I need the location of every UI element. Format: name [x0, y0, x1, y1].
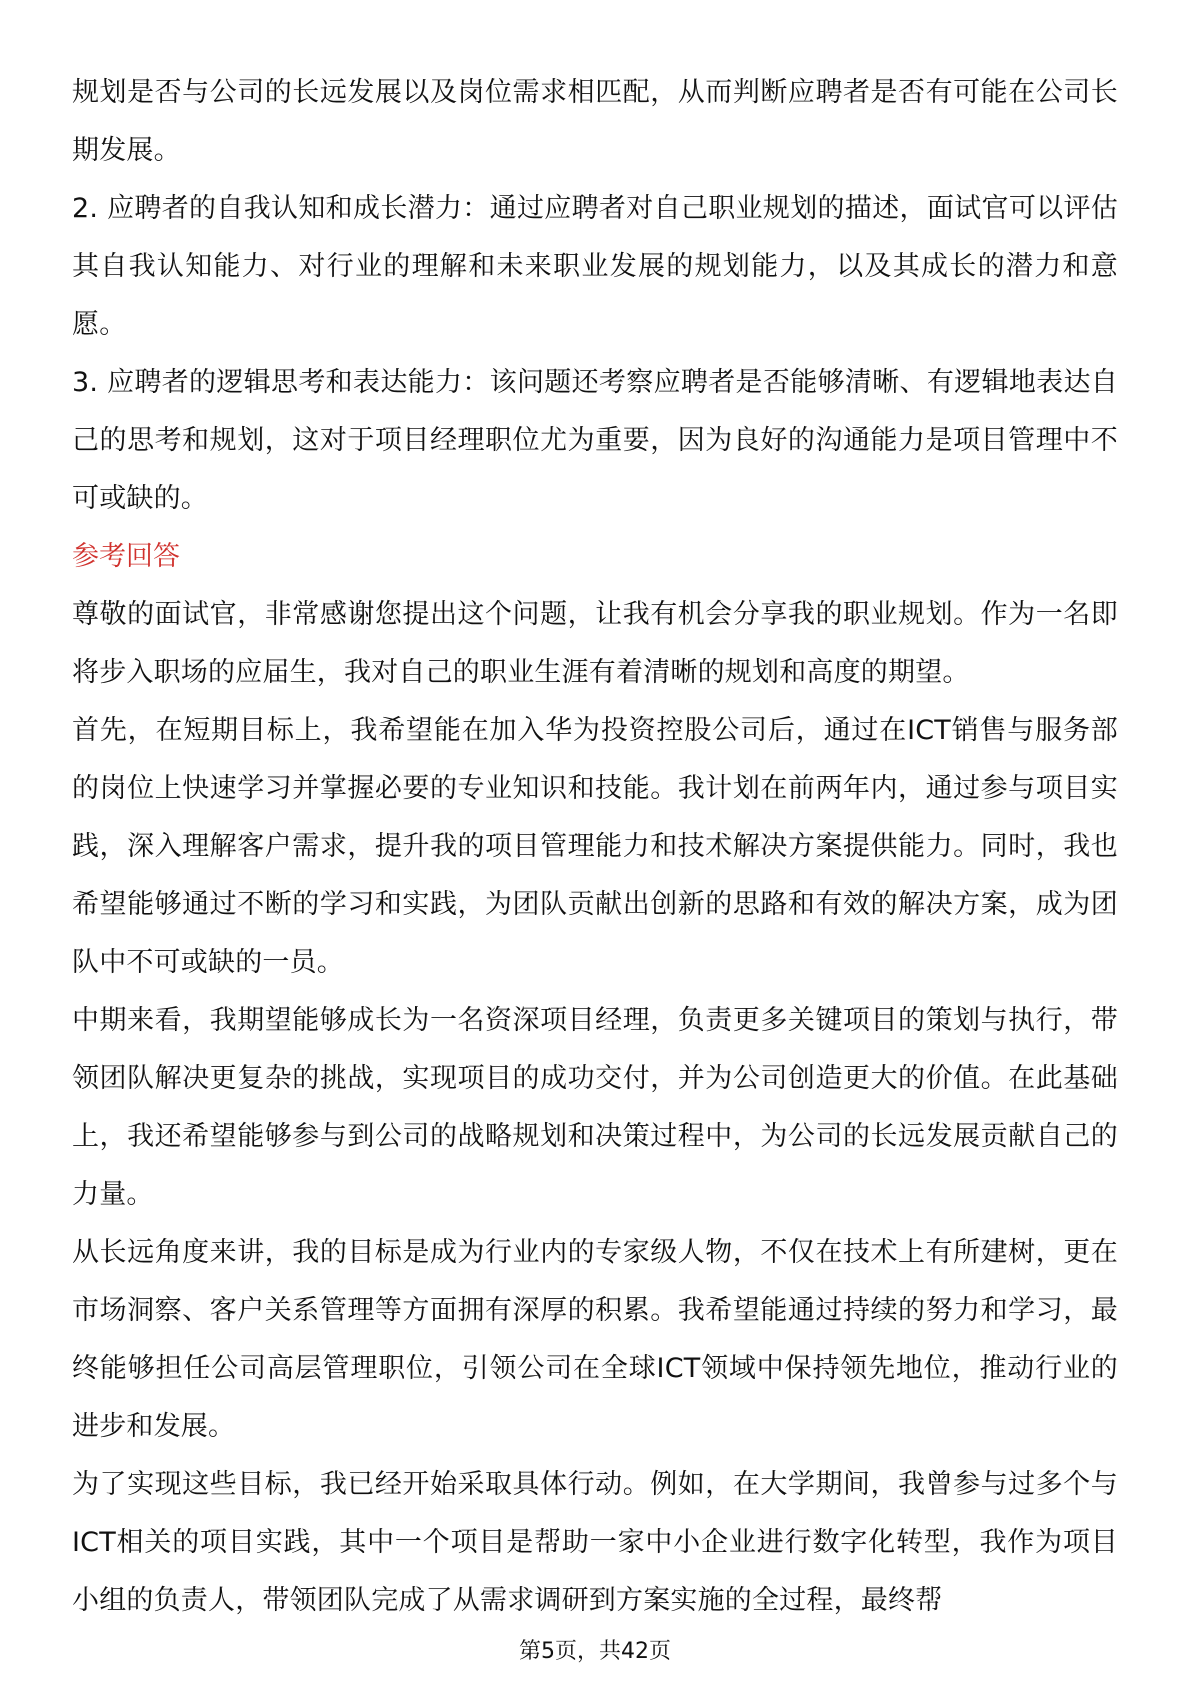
answer-paragraph-4: 从长远角度来讲，我的目标是成为行业内的专家级人物，不仅在技术上有所建树，更在市场洞察、客户关系管理等方面拥有深厚的积累。我希望能通过持续的努力和学习，最终能够担任公司高层管理职位，引领公司在全球ICT领域中保持领先地位，推动行业的进步和发展。 — [72, 1237, 1118, 1442]
answer-paragraph-5: 为了实现这些目标，我已经开始采取具体行动。例如，在大学期间，我曾参与过多个与ICT相关的项目实践，其中一个项目是帮助一家中小企业进行数字化转型，我作为项目小组的负责人，带领团队完成了从需求调研到方案实施的全过程，最终帮 — [72, 1469, 1118, 1616]
answer-heading: 参考回答 — [72, 541, 180, 572]
point-2-paragraph: 2. 应聘者的自我认知和成长潜力：通过应聘者对自己职业规划的描述，面试官可以评估其自我认知能力、对行业的理解和未来职业发展的规划能力，以及其成长的潜力和意愿。 — [72, 193, 1118, 340]
intro-tail-paragraph: 规划是否与公司的长远发展以及岗位需求相匹配，从而判断应聘者是否有可能在公司长期发展。 — [72, 77, 1118, 166]
answer-paragraph-1: 尊敬的面试官，非常感谢您提出这个问题，让我有机会分享我的职业规划。作为一名即将步入职场的应届生，我对自己的职业生涯有着清晰的规划和高度的期望。 — [72, 599, 1118, 688]
document-body — [72, 64, 1118, 1630]
answer-paragraph-2: 首先，在短期目标上，我希望能在加入华为投资控股公司后，通过在ICT销售与服务部的岗位上快速学习并掌握必要的专业知识和技能。我计划在前两年内，通过参与项目实践，深入理解客户需求，提升我的项目管理能力和技术解决方案提供能力。同时，我也希望能够通过不断的学习和实践，为团队贡献出创新的思路和有效的解决方案，成为团队中不可或缺的一员。 — [72, 715, 1118, 978]
page-number: 第5页，共42页 — [519, 1639, 671, 1664]
answer-paragraph-3: 中期来看，我期望能够成长为一名资深项目经理，负责更多关键项目的策划与执行，带领团队解决更复杂的挑战，实现项目的成功交付，并为公司创造更大的价值。在此基础上，我还希望能够参与到公司的战略规划和决策过程中，为公司的长远发展贡献自己的力量。 — [72, 1005, 1118, 1210]
point-3-paragraph: 3. 应聘者的逻辑思考和表达能力：该问题还考察应聘者是否能够清晰、有逻辑地表达自己的思考和规划，这对于项目经理职位尤为重要，因为良好的沟通能力是项目管理中不可或缺的。 — [72, 367, 1118, 514]
